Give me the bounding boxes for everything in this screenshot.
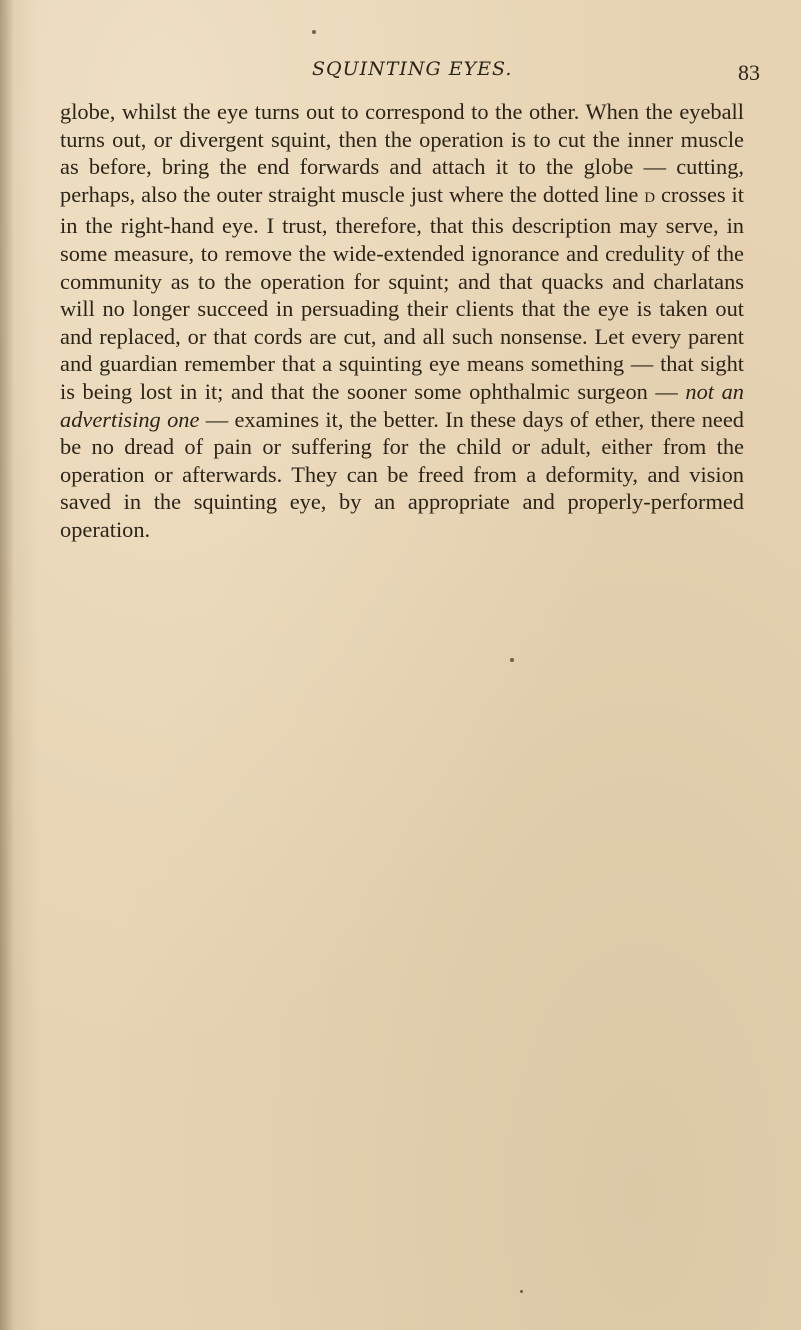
page-number: 83 xyxy=(738,60,760,85)
paper-speck xyxy=(312,30,316,34)
body-paragraph xyxy=(60,98,744,544)
paper-speck xyxy=(510,658,514,662)
body-text-part-1: globe, whilst the eye turns out to correspond to the other. When the eyeball turns out, or divergent squint, then the operation is to cut the inner muscle as before, bring the end forwards and attach it to the globe — cutting, perhaps, also the outer straight muscle just where the dotted line xyxy=(60,99,744,207)
page-header xyxy=(60,58,760,94)
paper-speck xyxy=(520,1290,523,1293)
emphasis-text: not an advertising one xyxy=(60,378,744,432)
body-text-part-3: — examines it, the better. In these days of ether, there need be no dread of pain or suffering for the child or adult, either from the operation or afterwards. They can be freed from a deformity, and vision saved in the squinting eye, by an appropriate and properly-performed operation. xyxy=(60,406,744,542)
body-text-part-2: crosses it in the right-hand eye. I trust, therefore, that this description may serve, in some measure, to remove the wide-extended ignorance and credulity of the community as to the operation for squint; and that quacks and charlatans will no longer succeed in persuading their clients that the eye is taken out and replaced, or that cords are cut, and all such nonsense. Let every parent and guardian remember that a squinting eye means something — that sight is being lost in it; and that the sooner some ophthalmic surgeon — xyxy=(60,181,744,404)
page-gutter-shadow xyxy=(0,0,14,1330)
dotted-line-letter: D xyxy=(644,189,656,206)
running-title: SQUINTING EYES. xyxy=(312,58,513,80)
